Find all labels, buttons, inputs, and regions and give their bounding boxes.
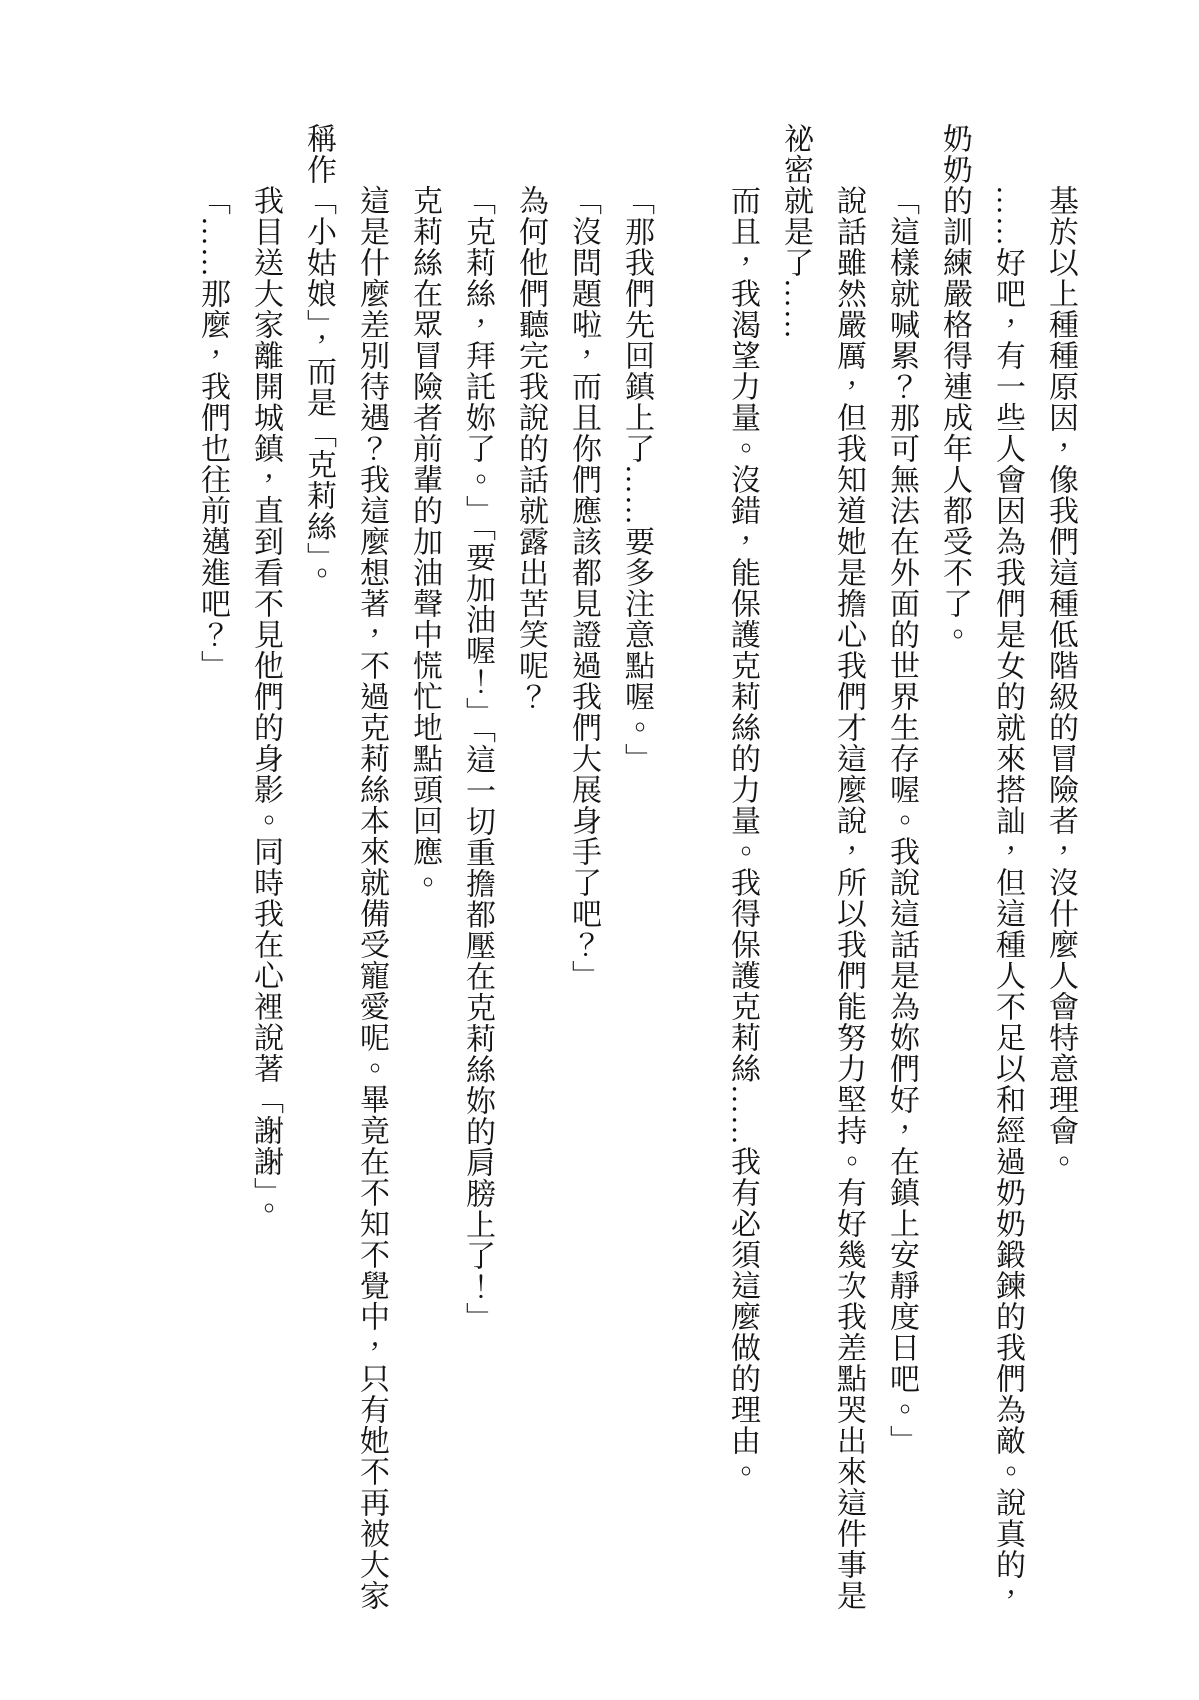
paragraph: 我目送大家離開城鎮，直到看不見他們的身影。同時我在心裡說著「謝謝」。 — [249, 185, 282, 1224]
paragraph: 克莉絲在眾冒險者前輩的加油聲中慌忙地點頭回應。 — [408, 185, 441, 898]
paragraph: 「這樣就喊累？那可無法在外面的世界生存喔。我說這話是為妳們好，在鎮上安靜度日吧。」 — [885, 185, 918, 1456]
paragraph: ……好吧，有一些人會因為我們是女的就來搭訕，但這種人不足以和經過奶奶鍛鍊的我們為敵。說真的，奶奶的訓練嚴格得連成年人都受不了。 — [938, 123, 1024, 1611]
paragraph: 「沒問題啦，而且你們應該都見證過我們大展身手了吧？」 — [567, 185, 600, 991]
paragraph: 「克莉絲，拜託妳了。」「要加油喔！」「這一切重擔都壓在克莉絲妳的肩膀上了！」 — [461, 185, 494, 1333]
paragraph: 「那我們先回鎮上了……要多注意點喔。」 — [620, 185, 653, 774]
paragraph: 為何他們聽完我說的話就露出苦笑呢？ — [514, 185, 547, 712]
paragraph: 這是什麼差別待遇？我這麼想著，不過克莉絲本來就備受寵愛呢。畢竟在不知不覺中，只有她不再被大家稱作「小姑娘」，而是「克莉絲」。 — [302, 123, 388, 1611]
paragraph: 基於以上種種原因，像我們這種低階級的冒險者，沒什麼人會特意理會。 — [1044, 185, 1077, 1177]
paragraph: 說話雖然嚴厲，但我知道她是擔心我們才這麼說，所以我們能努力堅持。有好幾次我差點哭出來這件事是祕密就是了…… — [779, 123, 865, 1611]
paragraph: 「……那麼，我們也往前邁進吧？」 — [196, 185, 229, 681]
paragraph: 而且，我渴望力量。沒錯，能保護克莉絲的力量。我得保護克莉絲……我有必須這麼做的理由。 — [726, 185, 759, 1487]
